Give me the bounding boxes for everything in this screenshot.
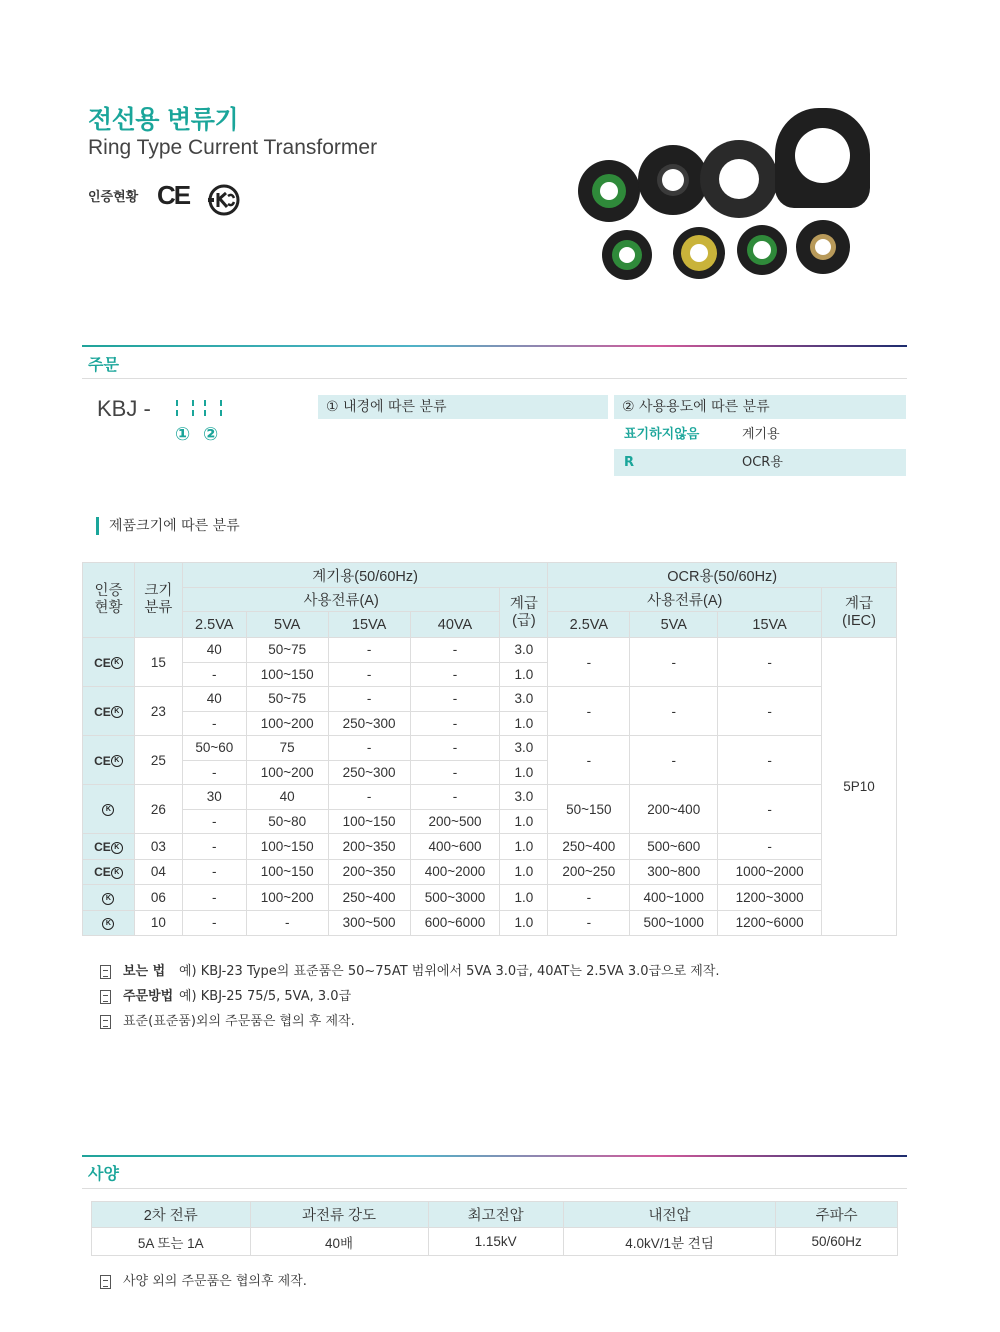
document-icon xyxy=(100,1015,111,1029)
table-cell: 25 xyxy=(134,736,182,785)
kc-mark-icon: K xyxy=(111,755,123,767)
table-cell: - xyxy=(718,785,822,834)
table-cell: 1.0 xyxy=(500,834,548,860)
note-label: 보는 법 xyxy=(123,964,166,979)
page-subtitle: Ring Type Current Transformer xyxy=(88,136,378,159)
table-cell: 04 xyxy=(134,859,182,885)
table-cell: - xyxy=(718,834,822,860)
col-size: 크기 분류 xyxy=(134,563,182,638)
table-cell: 400~2000 xyxy=(410,859,500,885)
table-cell: 3.0 xyxy=(500,687,548,712)
table-cell: 200~250 xyxy=(548,859,630,885)
size-classification-table xyxy=(82,562,897,936)
cert-cell xyxy=(83,885,135,911)
ce-mark-icon: CE xyxy=(94,753,111,768)
table-cell: 200~350 xyxy=(328,859,410,885)
table-cell: 40 xyxy=(182,687,246,712)
note-item xyxy=(100,960,720,979)
note-text: 표준(표준품)외의 주문품은 협의 후 제작. xyxy=(123,1014,355,1029)
col-va: 15VA xyxy=(328,612,410,638)
table-cell: 400~600 xyxy=(410,834,500,860)
table-cell: 50~80 xyxy=(246,809,328,834)
option-use: OCR용 xyxy=(742,455,783,470)
spec-value: 40배 xyxy=(250,1228,428,1256)
slot1-bracket xyxy=(176,400,194,416)
table-cell: - xyxy=(548,638,630,687)
kc-mark-icon: K xyxy=(102,918,114,930)
classify2-label: ② 사용용도에 따른 분류 xyxy=(614,395,906,419)
table-cell: 1.0 xyxy=(500,760,548,785)
table-cell: - xyxy=(718,638,822,687)
table-cell: - xyxy=(718,736,822,785)
col-meter: 계기용(50/60Hz) xyxy=(182,563,548,588)
ce-mark-icon: CE xyxy=(94,839,111,854)
col-grade: 계급 (급) xyxy=(500,588,548,638)
table-cell: - xyxy=(410,662,500,687)
size-table-body xyxy=(83,638,897,936)
table-cell: - xyxy=(410,638,500,663)
option-code: 표기하지않음 xyxy=(624,427,700,442)
table-cell: 5P10 xyxy=(822,638,897,936)
spec-header: 내전압 xyxy=(563,1202,776,1228)
table-cell: - xyxy=(548,910,630,936)
table-cell: 50~60 xyxy=(182,736,246,761)
table-cell: - xyxy=(410,736,500,761)
document-icon xyxy=(100,990,111,1004)
spec-header: 주파수 xyxy=(776,1202,898,1228)
table-cell: 500~3000 xyxy=(410,885,500,911)
table-cell: 3.0 xyxy=(500,785,548,810)
table-cell: - xyxy=(182,885,246,911)
kc-mark-icon: K xyxy=(102,804,114,816)
table-cell: 250~300 xyxy=(328,760,410,785)
table-cell: 250~400 xyxy=(328,885,410,911)
table-cell: 200~400 xyxy=(630,785,718,834)
table-cell: 300~500 xyxy=(328,910,410,936)
table-cell: - xyxy=(328,662,410,687)
section-underline xyxy=(82,378,907,379)
spec-value: 5A 또는 1A xyxy=(92,1228,251,1256)
table-cell: 10 xyxy=(134,910,182,936)
cert-cell xyxy=(83,859,135,885)
table-cell: - xyxy=(548,885,630,911)
table-cell: 100~150 xyxy=(246,834,328,860)
table-cell: - xyxy=(410,785,500,810)
table-cell: 50~150 xyxy=(548,785,630,834)
kc-mark-icon: K xyxy=(102,893,114,905)
spec-value: 4.0kV/1분 견딤 xyxy=(563,1228,776,1256)
cert-cell xyxy=(83,638,135,687)
table-cell: 3.0 xyxy=(500,638,548,663)
table-cell: 75 xyxy=(246,736,328,761)
table-cell: - xyxy=(548,736,630,785)
table-cell: - xyxy=(182,910,246,936)
table-cell: 1200~6000 xyxy=(718,910,822,936)
cert-cell xyxy=(83,910,135,936)
table-cell: - xyxy=(328,687,410,712)
table-cell: 100~200 xyxy=(246,885,328,911)
table-row xyxy=(83,834,897,860)
table-cell: - xyxy=(630,736,718,785)
table-cell: - xyxy=(328,736,410,761)
table-cell: - xyxy=(182,662,246,687)
section-divider xyxy=(82,1155,907,1157)
table-row xyxy=(83,638,897,663)
table-cell: 40 xyxy=(246,785,328,810)
table-cell: 200~500 xyxy=(410,809,500,834)
size-table-heading: 제품크기에 따른 분류 xyxy=(96,517,240,535)
cert-cell xyxy=(83,785,135,834)
table-cell: 500~1000 xyxy=(630,910,718,936)
table-cell: 100~150 xyxy=(328,809,410,834)
spec-header: 과전류 강도 xyxy=(250,1202,428,1228)
table-cell: 30 xyxy=(182,785,246,810)
table-cell: 50~75 xyxy=(246,638,328,663)
col-va: 40VA xyxy=(410,612,500,638)
table-cell: 1200~3000 xyxy=(718,885,822,911)
table-row xyxy=(83,736,897,761)
table-cell: - xyxy=(246,910,328,936)
col-ocr: OCR용(50/60Hz) xyxy=(548,563,897,588)
col-current: 사용전류(A) xyxy=(182,588,500,612)
table-cell: 200~350 xyxy=(328,834,410,860)
table-cell: - xyxy=(182,809,246,834)
table-cell: 100~200 xyxy=(246,760,328,785)
note-item xyxy=(100,985,351,1004)
table-cell: - xyxy=(410,711,500,736)
table-cell: 1.0 xyxy=(500,859,548,885)
table-cell: 250~300 xyxy=(328,711,410,736)
col-ocr-va: 2.5VA xyxy=(548,612,630,638)
spec-header: 2차 전류 xyxy=(92,1202,251,1228)
table-cell: 100~200 xyxy=(246,711,328,736)
ce-mark-icon: CE xyxy=(94,704,111,719)
spec-note xyxy=(100,1270,307,1289)
note-text: 예) KBJ-23 Type의 표준품은 50~75AT 범위에서 5VA 3.0급, 40AT는 2.5VA 3.0급으로 제작. xyxy=(179,964,720,979)
page-title: 전선용 변류기 xyxy=(88,105,239,134)
table-cell: 1.0 xyxy=(500,711,548,736)
section-underline xyxy=(82,1188,907,1189)
col-grade-iec: 계급 (IEC) xyxy=(822,588,897,638)
option-code: R xyxy=(624,455,635,470)
table-cell: 1.0 xyxy=(500,662,548,687)
ce-mark-icon: CE xyxy=(157,180,190,210)
note-label: 주문방법 xyxy=(123,989,174,1004)
classify1-label: ① 내경에 따른 분류 xyxy=(318,395,608,419)
table-cell: - xyxy=(328,638,410,663)
table-cell: 3.0 xyxy=(500,736,548,761)
table-cell: 250~400 xyxy=(548,834,630,860)
table-cell: - xyxy=(410,687,500,712)
col-ocr-va: 15VA xyxy=(718,612,822,638)
model-code-prefix: KBJ - xyxy=(97,396,151,421)
cert-cell xyxy=(83,736,135,785)
cert-label: 인증현황 xyxy=(88,190,139,205)
slot2-number: ② xyxy=(203,424,219,445)
note-item xyxy=(100,1010,355,1029)
col-cert: 인증 현황 xyxy=(83,563,135,638)
table-cell: 03 xyxy=(134,834,182,860)
col-va: 5VA xyxy=(246,612,328,638)
table-cell: 1.0 xyxy=(500,885,548,911)
table-row xyxy=(83,910,897,936)
document-icon xyxy=(100,1275,111,1289)
spec-header: 최고전압 xyxy=(428,1202,563,1228)
table-cell: - xyxy=(182,834,246,860)
spec-table xyxy=(91,1201,898,1256)
table-cell: 06 xyxy=(134,885,182,911)
option-use: 계기용 xyxy=(742,427,780,442)
section-divider xyxy=(82,345,907,347)
slot1-number: ① xyxy=(175,424,191,445)
ce-mark-icon: CE xyxy=(94,865,111,880)
spec-value: 50/60Hz xyxy=(776,1228,898,1256)
col-va: 2.5VA xyxy=(182,612,246,638)
kc-mark-icon: K xyxy=(111,657,123,669)
note-text: 예) KBJ-25 75/5, 5VA, 3.0급 xyxy=(179,989,352,1004)
table-cell: 50~75 xyxy=(246,687,328,712)
table-cell: 300~800 xyxy=(630,859,718,885)
table-cell: 1000~2000 xyxy=(718,859,822,885)
note-text: 사양 외의 주문품은 협의후 제작. xyxy=(123,1274,307,1289)
col-ocr-current: 사용전류(A) xyxy=(548,588,822,612)
product-image xyxy=(570,100,870,300)
table-cell: 1.0 xyxy=(500,809,548,834)
kc-mark-icon: K xyxy=(111,867,123,879)
document-icon xyxy=(100,965,111,979)
kc-mark-icon: K xyxy=(111,842,123,854)
table-cell: - xyxy=(182,711,246,736)
table-row xyxy=(83,785,897,810)
col-ocr-va: 5VA xyxy=(630,612,718,638)
table-cell: - xyxy=(548,687,630,736)
table-cell: - xyxy=(630,687,718,736)
table-cell: 600~6000 xyxy=(410,910,500,936)
table-cell: 23 xyxy=(134,687,182,736)
kc-mark-icon: K xyxy=(111,706,123,718)
option-row xyxy=(614,421,906,448)
table-cell: - xyxy=(718,687,822,736)
table-row xyxy=(83,885,897,911)
table-row xyxy=(83,687,897,712)
cert-cell xyxy=(83,687,135,736)
spec-section-title: 사양 xyxy=(88,1164,119,1183)
table-row xyxy=(83,859,897,885)
table-cell: 500~600 xyxy=(630,834,718,860)
table-cell: - xyxy=(328,785,410,810)
cert-cell xyxy=(83,834,135,860)
table-cell: 26 xyxy=(134,785,182,834)
table-cell: 15 xyxy=(134,638,182,687)
slot2-bracket xyxy=(204,400,222,416)
table-cell: - xyxy=(182,760,246,785)
option-row xyxy=(614,449,906,476)
spec-value: 1.15kV xyxy=(428,1228,563,1256)
table-cell: - xyxy=(410,760,500,785)
kc-mark-icon xyxy=(206,183,242,217)
ce-mark-icon: CE xyxy=(94,655,111,670)
table-cell: 100~150 xyxy=(246,859,328,885)
table-cell: 40 xyxy=(182,638,246,663)
order-section-title: 주문 xyxy=(88,355,119,374)
table-cell: - xyxy=(630,638,718,687)
table-cell: 1.0 xyxy=(500,910,548,936)
table-cell: 400~1000 xyxy=(630,885,718,911)
table-cell: 100~150 xyxy=(246,662,328,687)
table-cell: - xyxy=(182,859,246,885)
